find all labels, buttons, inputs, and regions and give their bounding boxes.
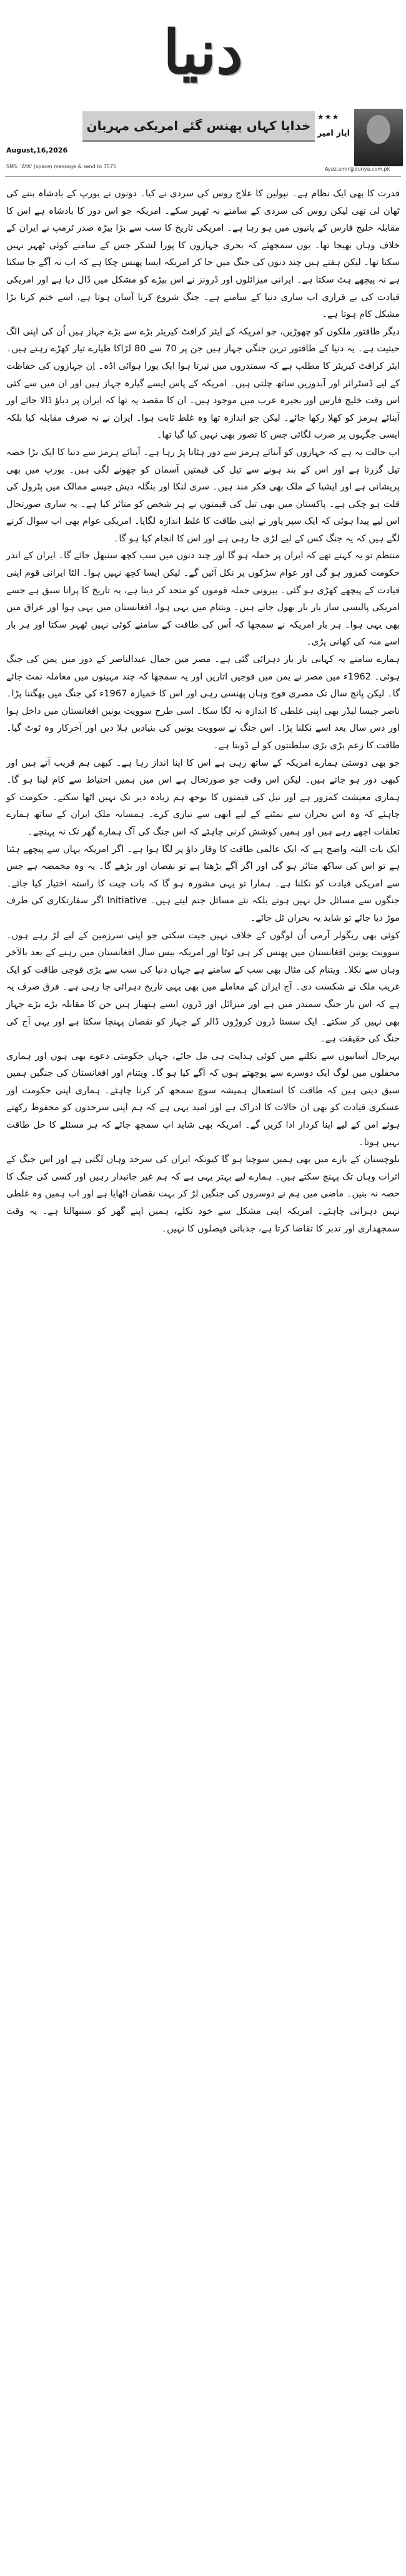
paragraph: بہرحال آسانیوں سے نکلنے میں کوئی ہدایت ہی مل جائے، جہاں حکومتی دعوے بھی ہوں اور ہماری محفلوں میں لوگ ایک دوسرے سے پوچھتے ہوں کہ آگے کیا ہو گا۔ ویتنام اور افغانستان کی جنگیں ہمیں سبق دیتی ہیں کہ طاقت کا استعمال ہمیشہ سوچ سمجھ کر کرنا چاہئے۔ ہماری اپنی حکومت اور عسکری قیادت کو بھی ان حالات کا ادراک ہے اور امید یہی ہے کہ ہم اپنی سرحدوں کو محفوظ رکھتے ہوئے امن کے لیے اپنا کردار ادا کریں گے۔ امریکہ بھی شاید اب سمجھ جائے کہ ہر مسئلے کا حل طاقت نہیں ہوتا۔	[6, 1050, 400, 1148]
author-email: Ayaz.amir@dunya.com.pk	[325, 166, 390, 172]
paragraph: اب حالت یہ ہے کہ جہازوں کو آبنائے ہرمز سے دور ہٹانا پڑ رہا ہے۔ آبنائے ہرمز سے دنیا کا ایک بڑا حصہ تیل گزرتا ہے اور اس کے بند ہونے سے تیل کی قیمتیں آسمان کو چھونے لگی ہیں۔ یورپ میں بھی پریشانی ہے اور ایشیا کے ملک بھی فکر مند ہیں۔ سری لنکا اور بنگلہ دیش جیسے ممالک میں پٹرول کی قلت ہو چکی ہے۔ پاکستان میں بھی تیل کی قیمتوں نے ہر شخص کو متاثر کیا ہے۔ یہ ساری صورتحال اس لیے پیدا ہوئی کہ ایک سپر پاور نے اپنی طاقت کا غلط اندازہ لگایا۔ امریکی عوام بھی اب سوال کرنے لگے ہیں کہ یہ جنگ کس کے لیے لڑی جا رہی ہے اور اس کا انجام کیا ہو گا۔	[6, 446, 400, 544]
author-photo	[354, 109, 403, 166]
paragraph: جو بھی دوستی ہمارے امریکہ کے ساتھ رہی ہے اس کا اپنا انداز رہا ہے۔ کبھی ہم قریب آتے ہیں اور کبھی دور ہو جاتے ہیں۔ لیکن اس وقت جو صورتحال ہے اس میں ہمیں احتیاط سے کام لینا ہو گا۔ ہماری معیشت کمزور ہے اور تیل کی قیمتوں کا بوجھ ہم زیادہ دیر تک نہیں اٹھا سکتے۔ حکومت کو چاہئے کہ وہ اس بحران سے نمٹنے کے لیے ابھی سے تیاری کرے۔ ہمسایہ ملک ایران کے ساتھ ہمارے تعلقات اچھے رہے ہیں اور ہمیں کوشش کرنی چاہئے کہ اس جنگ کی آگ ہمارے گھر تک نہ پہنچے۔	[6, 757, 400, 837]
article-body	[6, 185, 400, 1237]
sms-instruction: SMS: 'AYA' (space) message & send to 7575	[6, 164, 117, 169]
header-divider	[5, 176, 401, 177]
article-title: خدایا کہاں پھنس گئے امریکی مہربان	[82, 111, 315, 142]
paragraph: بلوچستان کے بارے میں بھی ہمیں سوچنا ہو گا کیونکہ ایران کی سرحد وہاں لگتی ہے اور اس جنگ کے اثرات وہاں تک پہنچ سکتے ہیں۔ ہمارے لیے بہتر یہی ہے کہ ہم غیر جانبدار رہیں اور کسی کی جنگ کا حصہ نہ بنیں۔ ماضی میں ہم نے دوسروں کی جنگیں لڑ کر بہت نقصان اٹھایا ہے اور اب ہمیں وہ غلطی نہیں دہرانی چاہئے۔ امریکہ اپنی مشکل سے خود نکلے، ہمیں اپنے گھر کو سنبھالنا ہے۔ یہ وقت سمجھداری اور تدبر کا تقاضا کرتا ہے، جذباتی فیصلوں کا نہیں۔	[6, 1154, 400, 1234]
column-header	[0, 106, 406, 181]
paragraph: کوئی بھی ریگولر آرمی اُن لوگوں کے خلاف نہیں جیت سکتی جو اپنی سرزمین کے لیے لڑ رہے ہوں۔ سوویت یونین افغانستان میں پھنس کر ہی ٹوٹا اور امریکہ بیس سال افغانستان میں رہنے کے بعد بالآخر وہاں سے نکلا۔ ویتنام کی مثال بھی سب کے سامنے ہے جہاں دنیا کی سب سے بڑی فوجی طاقت کو ایک غریب ملک نے شکست دی۔ آج ایران کے معاملے میں بھی یہی تاریخ دہرائی جا رہی ہے۔ فرق صرف یہ ہے کہ اس بار جنگ سمندر میں ہے اور میزائل اور ڈرون ایسے ہتھیار ہیں جن کا مقابلہ بڑے بڑے جہاز بھی نہیں کر سکتے۔ ایک سستا ڈرون کروڑوں ڈالر کے جہاز کو نقصان پہنچا سکتا ہے اور یہی آج کی جنگ کی حقیقت ہے۔	[6, 930, 400, 1045]
author-face-icon	[367, 115, 390, 144]
newspaper-logo: دنیا	[163, 16, 243, 88]
paragraph: قدرت کا بھی ایک نظام ہے۔ نپولین کا علاج روس کی سردی نے کیا۔ دونوں نے یورپ کے بادشاہ بننے کی ٹھان لی تھی لیکن روس کی سردی کے سامنے نہ ٹھہر سکے۔ امریکہ جو اس دور کا بادشاہ ہے اس کا مقابلہ خلیج فارس کے پانیوں میں ہو رہا ہے۔ امریکی تاریخ کا سب سے بڑا بیڑہ صدر ٹرمپ نے ایران کے خلاف وہاں بھیجا تھا۔ یوں سمجھئے کہ بحری جہازوں کا پورا لشکر جس کے سامنے کوئی ٹھہر نہیں سکتا تھا۔ لیکن ہفتے ہیں چند دنوں کی جنگ میں جا کر امریکہ ایسا پھنس چکا ہے کہ اب نہ آگے جا سکتا ہے نہ پیچھے ہٹ سکتا ہے۔ ایرانی میزائلوں اور ڈرونز نے اس بیڑے کو مشکل میں ڈال دیا ہے اور امریکی قیادت کی بے قراری اب ساری دنیا کے سامنے ہے۔ جنگ شروع کرنا آسان ہوتا ہے، اسے ختم کرنا بڑا مشکل کام ہوتا ہے۔	[6, 188, 400, 320]
paragraph: ہمارے سامنے یہ کہانی بار بار دہرائی گئی ہے۔ مصر میں جمال عبدالناصر کے دور میں یمن کی جنگ ہوئی۔ 1962ء میں مصر نے یمن میں فوجیں اتاریں اور یہ سمجھا کہ چند مہینوں میں معاملہ نمٹ جائے گا۔ لیکن پانچ سال تک مصری فوج وہاں پھنسی رہی اور اس کا خمیازہ 1967ء کی جنگ میں بھگتنا پڑا۔ ناصر جیسا لیڈر بھی اپنی غلطی کا اندازہ نہ لگا سکا۔ اسی طرح سوویت یونین افغانستان میں داخل ہوا اور دس سال بعد اسے نکلنا پڑا۔ اس جنگ نے سوویت یونین کی بنیادیں ہلا دیں اور آخرکار وہ ٹوٹ گیا۔ طاقت کا زعم بڑی بڑی سلطنتوں کو لے ڈوبتا ہے۔	[6, 654, 400, 751]
rating-stars: ★★★	[317, 113, 340, 121]
paragraph: منتظم تو یہ کہتے تھے کہ ایران پر حملہ ہو گا اور چند دنوں میں سب کچھ سنبھل جائے گا۔ ایران کے اندر حکومت کمزور ہو گی اور عوام سڑکوں پر نکل آئیں گے۔ لیکن ایسا کچھ نہیں ہوا۔ الٹا ایرانی قوم اپنی قیادت کے پیچھے کھڑی ہو گئی۔ بیرونی حملہ قوموں کو متحد کر دیتا ہے، یہ تاریخ کا پرانا سبق ہے جسے امریکی پالیسی ساز بار بار بھول جاتے ہیں۔ ویتنام میں یہی ہوا، افغانستان میں یہی ہوا اور عراق میں بھی یہی ہوا۔ ہر بار امریکہ نے سمجھا کہ اُس کی طاقت کے سامنے کوئی نہیں ٹھہر سکتا اور ہر بار اسے منہ کی کھانی پڑی۔	[6, 550, 400, 648]
paragraph: دیگر طاقتور ملکوں کو چھوڑیں، جو امریکہ کے ایئر کرافٹ کیریئر بڑے سے بڑے جہاز ہیں اُن کی اپنی الگ حیثیت ہے۔ یہ دنیا کے طاقتور ترین جنگی جہاز ہیں جن پر 70 سے 80 لڑاکا طیارے تیار کھڑے رہتے ہیں۔ ایئر کرافٹ کیریئر کا مطلب ہے کہ سمندروں میں تیرتا ہوا ایک پورا ہوائی اڈہ۔ اِن جہازوں کی حفاظت کے لیے ڈسٹرائر اور آبدوزیں ساتھ چلتی ہیں۔ امریکہ کے پاس ایسے گیارہ جہاز ہیں اور ان میں سے کئی اس وقت خلیج فارس اور بحیرہ عرب میں موجود ہیں۔ ان کا مقصد یہ تھا کہ ایران پر دباؤ ڈالا جائے اور آبنائے ہرمز کو کھلا رکھا جائے۔ لیکن جو اندازہ تھا وہ غلط ثابت ہوا۔ ایران نے نہ صرف مقابلہ کیا بلکہ ایسی جگہوں پر ضرب لگائی جس کا تصور بھی نہیں کیا گیا تھا۔	[6, 326, 400, 441]
paragraph: ایک بات البتہ واضح ہے کہ ایک عالمی طاقت کا وقار داؤ پر لگا ہوا ہے۔ اگر امریکہ یہاں سے پیچھے ہٹتا ہے تو اس کی ساکھ متاثر ہو گی اور اگر آگے بڑھتا ہے تو نقصان اور بڑھے گا۔ یہ وہ مخمصہ ہے جس سے امریکی قیادت کو نکلنا ہے۔ ہمارا تو یہی مشورہ ہو گا کہ بات چیت کا راستہ اختیار کیا جائے۔ جنگوں سے مسائل حل نہیں ہوتے بلکہ نئے مسائل جنم لیتے ہیں۔ Initiative اگر سفارتکاری کی طرف موڑ دیا جائے تو شاید یہ بحران ٹل جائے۔	[6, 843, 400, 923]
author-name: ایاز امیر	[317, 129, 350, 138]
publish-date: August,16,2026	[6, 146, 68, 154]
masthead	[0, 0, 406, 106]
